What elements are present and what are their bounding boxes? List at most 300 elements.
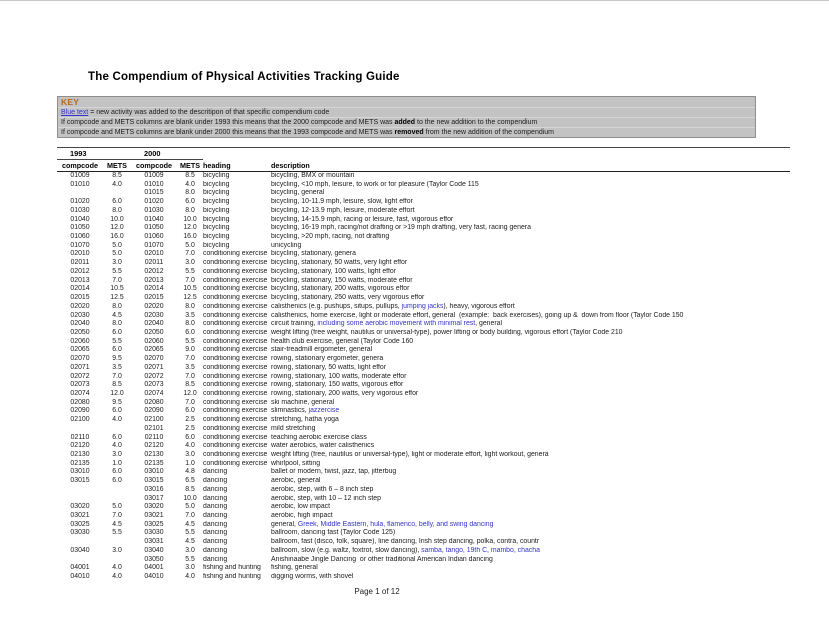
description-cell <box>271 329 790 338</box>
heading-cell: dancing <box>203 468 228 476</box>
key-line2-bold: added <box>394 119 416 126</box>
mets-1993-cell <box>103 486 131 495</box>
table-row <box>57 495 790 504</box>
table-row <box>57 477 790 486</box>
mets-1993-cell: 16.0 <box>110 233 124 241</box>
heading-cell: conditioning exercise <box>203 451 268 458</box>
mets-2000-cell: 4.5 <box>185 520 195 528</box>
compcode-1993-cell: 02072 <box>70 372 90 380</box>
description-text: digging worms, with shovel <box>271 573 354 581</box>
table-row <box>57 434 790 443</box>
compcode-2000-cell: 02020 <box>144 302 164 310</box>
table-row <box>57 538 790 547</box>
heading-cell: conditioning exercise <box>203 320 268 328</box>
description-cell <box>271 495 790 504</box>
heading-cell: bicycling <box>203 172 230 179</box>
mets-1993-cell: 7.0 <box>112 512 122 520</box>
heading-cell: conditioning exercise <box>203 346 268 354</box>
compcode-1993-cell: 03030 <box>70 529 90 537</box>
compcode-1993-cell: 02050 <box>70 328 90 336</box>
mets-1993-cell: 5.0 <box>112 241 122 249</box>
table-row <box>57 529 790 538</box>
compcode-2000-cell: 02080 <box>144 398 164 406</box>
description-cell <box>271 242 790 251</box>
mets-2000-cell: 3.0 <box>185 546 195 554</box>
description-text: health club exercise, general (Taylor Code 160 <box>271 337 414 345</box>
table-row <box>57 416 790 425</box>
compcode-1993-cell: 02135 <box>70 459 90 467</box>
heading-cell: dancing <box>203 520 228 528</box>
description-text: stair-treadmill ergometer, general <box>271 346 373 354</box>
column-header-compcode-2000: compcode <box>131 160 177 172</box>
description-text: rowing, stationary, 150 watts, vigorous effor <box>271 381 404 389</box>
description-blue-text: Greek, Middle Eastern, hula, flamenco, belly, and swing dancing <box>297 520 494 528</box>
description-cell <box>271 477 790 486</box>
mets-1993-cell: 6.0 <box>112 407 122 415</box>
mets-1993-cell: 4.0 <box>112 564 122 572</box>
heading-cell: dancing <box>203 555 228 563</box>
table-row <box>57 268 790 277</box>
description-cell <box>271 355 790 364</box>
description-cell <box>271 521 790 530</box>
description-cell <box>271 416 790 425</box>
key-line2-pre: If compcode and METS columns are blank under 1993 this means that the 2000 compcode and METS was <box>61 119 395 126</box>
description-text: bicycling, 16-19 mph, racing/not drafting or >19 mph drafting, very fast, racing genera <box>271 224 531 232</box>
compcode-2000-cell: 03031 <box>144 538 164 546</box>
table-row <box>57 172 790 181</box>
compcode-2000-cell: 01009 <box>144 172 164 179</box>
heading-cell: bicycling <box>203 198 230 206</box>
mets-2000-cell: 7.0 <box>185 512 195 520</box>
description-blue-text: including some aerobic movement with minimal rest <box>317 320 476 328</box>
compcode-2000-cell: 02074 <box>144 389 164 397</box>
mets-1993-cell: 6.0 <box>112 328 122 336</box>
mets-2000-cell: 5.0 <box>185 241 195 249</box>
compcode-2000-cell: 01040 <box>144 215 164 223</box>
table-row <box>57 294 790 303</box>
description-text: bicycling, stationary, 200 watts, vigorous effor <box>271 285 410 293</box>
table-row <box>57 233 790 242</box>
description-text: ballroom, slow (e.g. waltz, foxtrot, slow dancing), <box>271 546 422 554</box>
mets-2000-cell: 3.5 <box>185 311 195 319</box>
heading-cell: dancing <box>203 494 228 502</box>
heading-cell: bicycling <box>203 224 230 232</box>
heading-cell: fishing and hunting <box>203 573 261 581</box>
heading-cell: dancing <box>203 477 228 485</box>
table-row <box>57 277 790 286</box>
description-cell <box>271 434 790 443</box>
description-text: bicycling, stationary, 100 watts, light effor <box>271 267 397 275</box>
table-column-header-row <box>57 160 790 172</box>
compcode-1993-cell: 02040 <box>70 320 90 328</box>
description-text: bicycling, stationary, 50 watts, very light effor <box>271 259 408 267</box>
compcode-2000-cell: 02100 <box>144 416 164 424</box>
compcode-2000-cell: 02110 <box>144 433 164 441</box>
description-text: bicycling, stationary, genera <box>271 250 356 258</box>
description-text: fishing, general <box>271 564 318 572</box>
table-body <box>57 172 790 582</box>
compcode-1993-cell: 02013 <box>70 276 90 284</box>
description-text: bicycling, <10 mph, leisure, to work or for pleasure (Taylor Code 115 <box>271 180 479 188</box>
mets-1993-cell: 10.5 <box>110 285 124 293</box>
table-row <box>57 329 790 338</box>
description-cell <box>271 442 790 451</box>
mets-1993-cell <box>103 495 131 504</box>
compcode-2000-cell: 04010 <box>144 573 164 581</box>
compcode-1993-cell: 01009 <box>70 172 90 179</box>
mets-2000-cell: 6.0 <box>185 433 195 441</box>
mets-2000-cell: 3.0 <box>185 259 195 267</box>
mets-2000-cell: 3.0 <box>185 451 195 458</box>
description-cell <box>271 451 790 460</box>
compcode-2000-cell: 04001 <box>144 564 164 572</box>
compcode-1993-cell: 02011 <box>70 259 90 267</box>
compcode-2000-cell: 01015 <box>144 189 164 197</box>
description-cell <box>271 364 790 373</box>
description-text: aerobic, high impact <box>271 512 333 520</box>
description-text: weight lifting (free weight, nautilus or universal-type), power lifting or body building, vigorous effort (Taylor Code 210 <box>271 328 623 336</box>
heading-cell: bicycling <box>203 215 230 223</box>
mets-2000-cell: 6.0 <box>185 328 195 336</box>
compcode-1993-cell: 01040 <box>70 215 90 223</box>
mets-1993-cell: 4.0 <box>112 180 122 188</box>
compcode-1993-cell: 01010 <box>70 180 90 188</box>
compcode-2000-cell: 02050 <box>144 328 164 336</box>
description-text: water aerobics, water calisthenics <box>271 442 375 450</box>
description-cell <box>271 294 790 303</box>
compcode-1993-cell: 02110 <box>70 433 90 441</box>
key-line3-post: from the new addition of the compendium <box>423 129 555 136</box>
mets-2000-cell: 2.5 <box>185 416 195 424</box>
page-top-edge <box>0 0 829 1</box>
description-cell <box>271 512 790 521</box>
compcode-2000-cell: 02071 <box>144 363 164 371</box>
table-row <box>57 468 790 477</box>
compcode-2000-cell: 02011 <box>144 259 164 267</box>
mets-2000-cell: 8.0 <box>185 189 195 197</box>
description-text: rowing, stationary, 100 watts, moderate effor <box>271 372 407 380</box>
mets-1993-cell: 10.0 <box>110 215 124 223</box>
compcode-2000-cell: 02072 <box>144 372 164 380</box>
description-cell <box>271 399 790 408</box>
table-row <box>57 460 790 469</box>
compcode-1993-cell: 01050 <box>70 224 90 232</box>
column-header-description: description <box>271 160 790 172</box>
heading-cell: conditioning exercise <box>203 363 268 371</box>
description-cell <box>271 486 790 495</box>
column-header-mets-2000: METS <box>177 160 203 172</box>
heading-cell: conditioning exercise <box>203 328 268 336</box>
table-row <box>57 442 790 451</box>
mets-1993-cell: 7.0 <box>112 276 122 284</box>
description-text: rowing, stationary, 50 watts, light effor <box>271 363 387 371</box>
description-cell <box>271 268 790 277</box>
description-text: aerobic, general <box>271 477 321 485</box>
mets-1993-cell: 7.0 <box>112 372 122 380</box>
heading-cell: conditioning exercise <box>203 294 268 302</box>
description-cell <box>271 564 790 573</box>
table-row <box>57 390 790 399</box>
description-cell <box>271 259 790 268</box>
description-cell <box>271 425 790 434</box>
description-cell <box>271 233 790 242</box>
mets-1993-cell <box>103 556 131 565</box>
compcode-2000-cell: 02015 <box>144 294 164 302</box>
heading-cell: dancing <box>203 546 228 554</box>
mets-1993-cell <box>103 425 131 434</box>
heading-cell: dancing <box>203 512 228 520</box>
compcode-2000-cell: 02130 <box>144 451 164 458</box>
mets-2000-cell: 10.5 <box>183 285 197 293</box>
heading-cell: dancing <box>203 529 228 537</box>
heading-cell: conditioning exercise <box>203 442 268 450</box>
compcode-2000-cell: 01070 <box>144 241 164 249</box>
mets-2000-cell: 16.0 <box>183 233 197 241</box>
description-text: ski machine, general <box>271 398 335 406</box>
description-text: mild stretching <box>271 424 316 432</box>
key-line-removed <box>58 128 755 137</box>
compcode-1993-cell: 02014 <box>70 285 90 293</box>
description-cell <box>271 556 790 565</box>
mets-1993-cell: 8.5 <box>112 172 122 179</box>
heading-cell: conditioning exercise <box>203 259 268 267</box>
mets-2000-cell: 8.0 <box>185 302 195 310</box>
heading-cell: conditioning exercise <box>203 433 268 441</box>
mets-1993-cell: 5.5 <box>112 529 122 537</box>
table-row <box>57 547 790 556</box>
compcode-1993-cell: 02080 <box>70 398 90 406</box>
mets-1993-cell: 3.0 <box>112 451 122 458</box>
description-text: ballet or modern, twist, jazz, tap, jitterbug <box>271 468 397 476</box>
mets-1993-cell: 8.0 <box>112 206 122 214</box>
compcode-1993-cell <box>57 556 103 565</box>
compcode-2000-cell: 01060 <box>144 233 164 241</box>
compcode-1993-cell <box>57 486 103 495</box>
description-text: ), heavy, vigorous effort <box>443 302 515 310</box>
mets-2000-cell: 10.0 <box>183 494 197 502</box>
description-cell <box>271 468 790 477</box>
heading-cell: dancing <box>203 538 228 546</box>
heading-cell: conditioning exercise <box>203 398 268 406</box>
compcode-1993-cell <box>57 189 103 198</box>
table-row <box>57 207 790 216</box>
table-row <box>57 224 790 233</box>
compcode-2000-cell: 02070 <box>144 355 164 363</box>
compcode-1993-cell: 04001 <box>70 564 90 572</box>
compcode-1993-cell: 01020 <box>70 198 90 206</box>
compcode-1993-cell: 03010 <box>70 468 90 476</box>
description-cell <box>271 547 790 556</box>
table-row <box>57 250 790 259</box>
heading-cell: conditioning exercise <box>203 389 268 397</box>
mets-2000-cell: 6.5 <box>185 477 195 485</box>
mets-1993-cell: 4.5 <box>112 520 122 528</box>
description-cell <box>271 573 790 582</box>
table-row <box>57 216 790 225</box>
mets-2000-cell: 6.0 <box>185 407 195 415</box>
table-row <box>57 451 790 460</box>
heading-cell: conditioning exercise <box>203 250 268 258</box>
mets-1993-cell: 9.5 <box>112 398 122 406</box>
compcode-2000-cell: 03020 <box>144 503 164 511</box>
compcode-2000-cell: 02030 <box>144 311 164 319</box>
description-text: stretching, hatha yoga <box>271 416 339 424</box>
heading-cell: bicycling <box>203 180 230 188</box>
compcode-1993-cell: 02074 <box>70 389 90 397</box>
heading-cell: conditioning exercise <box>203 311 268 319</box>
table-row <box>57 285 790 294</box>
description-text: Anishinaabe Jingle Dancing or other traditional American Indian dancing <box>271 555 493 563</box>
mets-2000-cell: 7.0 <box>185 372 195 380</box>
key-line-added <box>58 118 755 128</box>
compcode-1993-cell: 02065 <box>70 346 90 354</box>
description-cell <box>271 381 790 390</box>
description-text: bicycling, stationary, 250 watts, very vigorous effor <box>271 294 425 302</box>
mets-1993-cell: 5.5 <box>112 337 122 345</box>
description-text: rowing, stationary, 200 watts, very vigorous effor <box>271 389 419 397</box>
compcode-1993-cell: 02100 <box>70 416 90 424</box>
description-cell <box>271 503 790 512</box>
heading-cell: dancing <box>203 503 228 511</box>
mets-1993-cell: 5.0 <box>112 250 122 258</box>
key-line3-bold: removed <box>394 129 424 136</box>
description-text: calisthenics (e.g. pushups, situps, pullups, <box>271 302 402 310</box>
mets-1993-cell: 8.0 <box>112 320 122 328</box>
table-row <box>57 503 790 512</box>
mets-1993-cell: 6.0 <box>112 198 122 206</box>
compcode-1993-cell: 02012 <box>70 267 90 275</box>
key-line2-post: to the new addition to the compendium <box>415 119 538 126</box>
table-row <box>57 373 790 382</box>
compcode-2000-cell: 02014 <box>144 285 164 293</box>
description-cell <box>271 346 790 355</box>
mets-1993-cell: 12.5 <box>110 294 124 302</box>
compcode-2000-cell: 01020 <box>144 198 164 206</box>
table-row <box>57 312 790 321</box>
compcode-2000-cell: 02090 <box>144 407 164 415</box>
mets-1993-cell: 3.5 <box>112 363 122 371</box>
heading-cell: conditioning exercise <box>203 416 268 424</box>
mets-2000-cell: 5.5 <box>185 555 195 563</box>
compcode-2000-cell: 02065 <box>144 346 164 354</box>
heading-cell: bicycling <box>203 206 230 214</box>
compcode-2000-cell: 03010 <box>144 468 164 476</box>
description-cell <box>271 312 790 321</box>
compcode-1993-cell: 02020 <box>70 302 90 310</box>
compcode-2000-cell: 03015 <box>144 477 164 485</box>
compcode-2000-cell: 03050 <box>144 555 164 563</box>
description-text: ballroom, dancing fast (Taylor Code 125) <box>271 529 396 537</box>
mets-2000-cell: 4.0 <box>185 180 195 188</box>
mets-1993-cell: 1.0 <box>112 459 122 467</box>
key-line3-pre: If compcode and METS columns are blank under 2000 this means that the 1993 compcode and METS was <box>61 129 395 136</box>
description-cell <box>271 338 790 347</box>
description-text: whirlpool, sitting <box>271 459 321 467</box>
mets-1993-cell: 6.0 <box>112 433 122 441</box>
description-cell <box>271 529 790 538</box>
compcode-2000-cell: 02010 <box>144 250 164 258</box>
description-cell <box>271 460 790 469</box>
heading-cell: conditioning exercise <box>203 459 268 467</box>
mets-1993-cell: 4.0 <box>112 416 122 424</box>
table-row <box>57 407 790 416</box>
mets-1993-cell <box>103 189 131 198</box>
description-text: , general <box>475 320 502 328</box>
mets-1993-cell: 3.0 <box>112 259 122 267</box>
compcode-1993-cell <box>57 495 103 504</box>
description-text: bicycling, 10-11.9 mph, leisure, slow, light effor <box>271 198 413 206</box>
activities-table <box>57 147 790 582</box>
mets-2000-cell: 3.5 <box>185 363 195 371</box>
compcode-1993-cell: 03040 <box>70 546 90 554</box>
compcode-1993-cell: 02130 <box>70 451 90 458</box>
table-row <box>57 242 790 251</box>
compcode-2000-cell: 01050 <box>144 224 164 232</box>
key-box <box>57 96 756 138</box>
heading-cell: bicycling <box>203 233 230 241</box>
mets-1993-cell: 3.0 <box>112 546 122 554</box>
mets-1993-cell: 12.0 <box>110 389 124 397</box>
table-row <box>57 181 790 190</box>
mets-2000-cell: 8.0 <box>185 206 195 214</box>
description-text: rowing, stationary ergometer, genera <box>271 355 384 363</box>
mets-1993-cell: 8.5 <box>112 381 122 389</box>
description-blue-text: jumping jacks <box>401 302 444 310</box>
compcode-1993-cell: 02070 <box>70 355 90 363</box>
column-header-compcode-1993: compcode <box>57 160 103 172</box>
key-blue-text-label: Blue text <box>61 109 89 116</box>
compcode-1993-cell: 02120 <box>70 442 90 450</box>
mets-1993-cell: 12.0 <box>110 224 124 232</box>
description-cell <box>271 181 790 190</box>
group-header-2000: 2000 <box>131 148 203 160</box>
compcode-2000-cell: 03030 <box>144 529 164 537</box>
heading-cell: bicycling <box>203 241 230 249</box>
table-row <box>57 259 790 268</box>
heading-cell: conditioning exercise <box>203 355 268 363</box>
table-row <box>57 320 790 329</box>
description-cell <box>271 407 790 416</box>
description-text: bicycling, stationary, 150 watts, moderate effor <box>271 276 413 284</box>
mets-2000-cell: 9.0 <box>185 346 195 354</box>
description-blue-text: samba, tango, 19th C, mambo, chacha <box>421 546 540 554</box>
compcode-2000-cell: 02040 <box>144 320 164 328</box>
compcode-1993-cell <box>57 425 103 434</box>
compcode-2000-cell: 03021 <box>144 512 164 520</box>
mets-2000-cell: 12.5 <box>183 294 197 302</box>
compcode-1993-cell: 03020 <box>70 503 90 511</box>
mets-2000-cell: 4.8 <box>185 468 195 476</box>
mets-1993-cell: 4.5 <box>112 311 122 319</box>
mets-1993-cell: 5.5 <box>112 267 122 275</box>
compcode-1993-cell: 02090 <box>70 407 90 415</box>
description-text: bicycling, 14-15.9 mph, racing or leisure, fast, vigorous effor <box>271 215 454 223</box>
mets-2000-cell: 4.0 <box>185 573 195 581</box>
description-cell <box>271 320 790 329</box>
mets-2000-cell: 6.0 <box>185 198 195 206</box>
compcode-1993-cell: 02071 <box>70 363 90 371</box>
mets-1993-cell: 6.0 <box>112 346 122 354</box>
mets-2000-cell: 1.0 <box>185 459 195 467</box>
compcode-2000-cell: 03025 <box>144 520 164 528</box>
compcode-1993-cell: 02073 <box>70 381 90 389</box>
description-cell <box>271 216 790 225</box>
compcode-1993-cell: 02060 <box>70 337 90 345</box>
compcode-2000-cell: 01010 <box>144 180 164 188</box>
key-line-blue-text <box>58 108 755 118</box>
mets-2000-cell: 7.0 <box>185 355 195 363</box>
mets-1993-cell: 8.0 <box>112 302 122 310</box>
